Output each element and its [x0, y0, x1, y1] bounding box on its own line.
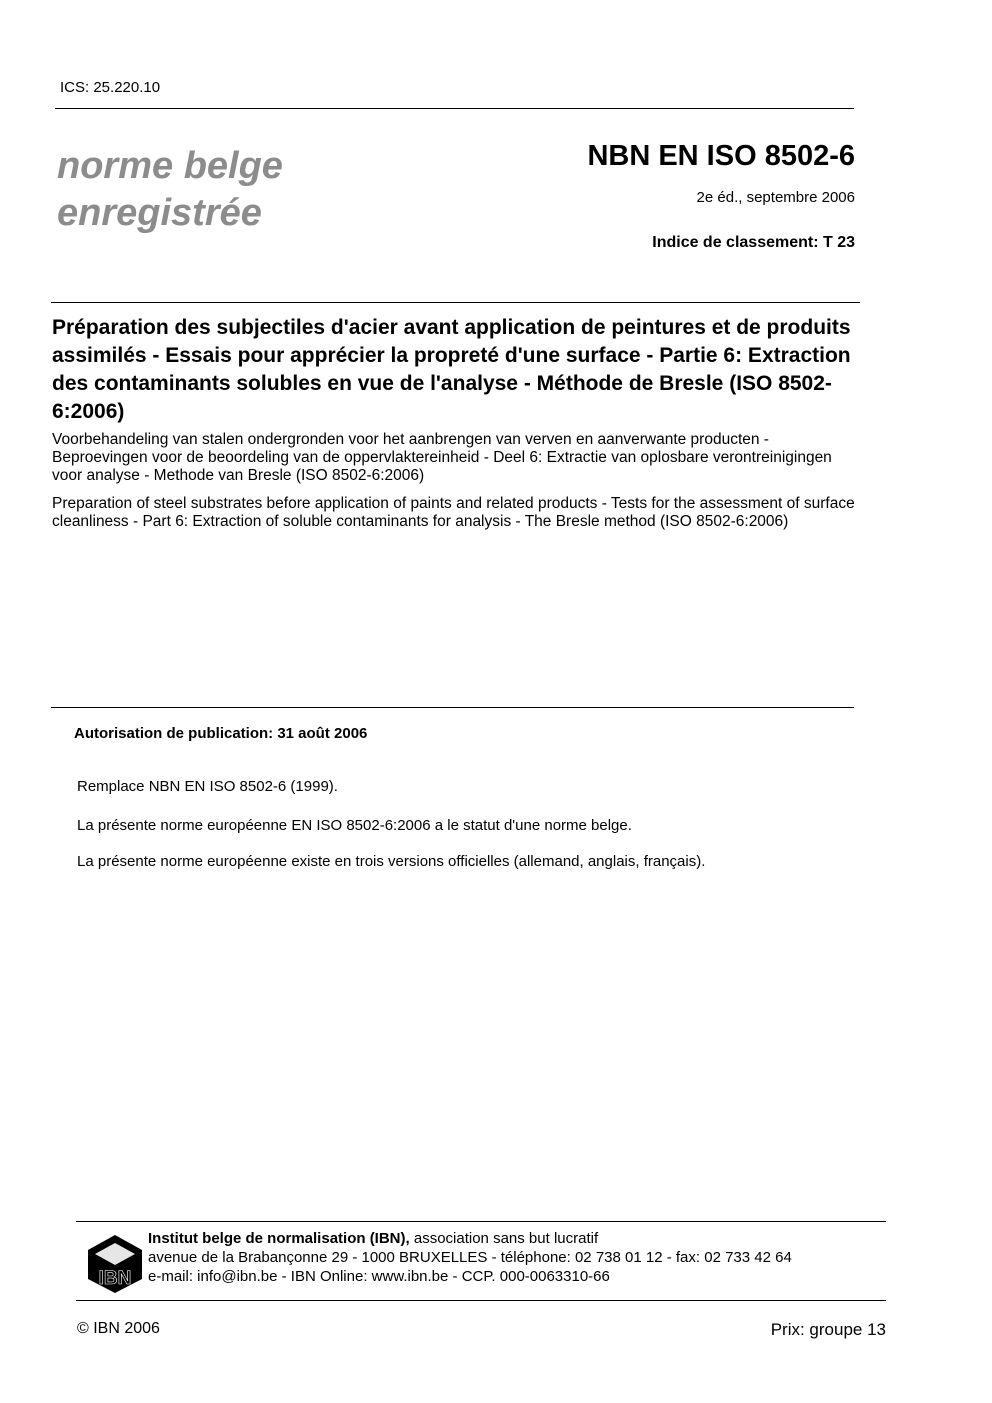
header-divider: [55, 108, 854, 109]
replaces-note: Remplace NBN EN ISO 8502-6 (1999).: [77, 778, 338, 795]
institute-address: avenue de la Brabançonne 29 - 1000 BRUXELLES - téléphone: 02 738 01 12 - fax: 02 733 42 64: [148, 1249, 792, 1266]
institute-contact: e-mail: info@ibn.be - IBN Online: www.ibn.be - CCP. 000-0063310-66: [148, 1268, 610, 1285]
publication-authorisation: Autorisation de publication: 31 août 2006: [74, 725, 368, 742]
edition-date: 2e éd., septembre 2006: [696, 189, 855, 206]
footer-bottom-divider: [76, 1300, 886, 1301]
institute-info: [148, 1229, 792, 1286]
copyright: © IBN 2006: [77, 1320, 160, 1337]
brand-line-1: norme belge: [57, 145, 283, 187]
title-french: Préparation des subjectiles d'acier avant application de peintures et de produits assimilés - Essais pour apprécier la propreté d'une surface - Partie 6: Extraction des contaminants solubles en vue de l'analyse - Méthode de Bresle (ISO 8502-6:2006): [52, 316, 851, 423]
footer-top-divider: [76, 1221, 886, 1222]
versions-note: La présente norme européenne existe en trois versions officielles (allemand, anglais, français).: [77, 853, 706, 870]
brand-line-2: enregistrée: [57, 192, 262, 234]
standard-number: NBN EN ISO 8502-6: [587, 140, 855, 172]
title-english: Preparation of steel substrates before application of paints and related products - Tests for the assessment of surface cleanliness - Part 6: Extraction of soluble contaminants for analysis - The Bresle method (ISO 8502-6:2006): [52, 495, 855, 530]
institute-type: association sans but lucratif: [413, 1230, 599, 1247]
status-note: La présente norme européenne EN ISO 8502-6:2006 a le statut d'une norme belge.: [77, 817, 632, 834]
brand-mark: [57, 143, 283, 237]
ibn-logo-icon: [84, 1233, 146, 1295]
classification-index: Indice de classement: T 23: [652, 234, 855, 251]
ics-code: ICS: 25.220.10: [60, 79, 161, 96]
publication-divider: [51, 707, 854, 708]
title-dutch: Voorbehandeling van stalen ondergronden voor het aanbrengen van verven en aanverwante producten - Beproevingen voor de beoordeling van de oppervlaktereinheid - Deel 6: Extractie van oplosbare verontreinigingen voor analyse - Methode van Bresle (ISO 8502-6:2006): [52, 431, 832, 484]
price-group: Prix: groupe 13: [770, 1320, 886, 1339]
title-divider: [51, 302, 860, 303]
institute-name: Institut belge de normalisation (IBN),: [148, 1230, 410, 1247]
logo-text: IBN: [98, 1268, 132, 1289]
